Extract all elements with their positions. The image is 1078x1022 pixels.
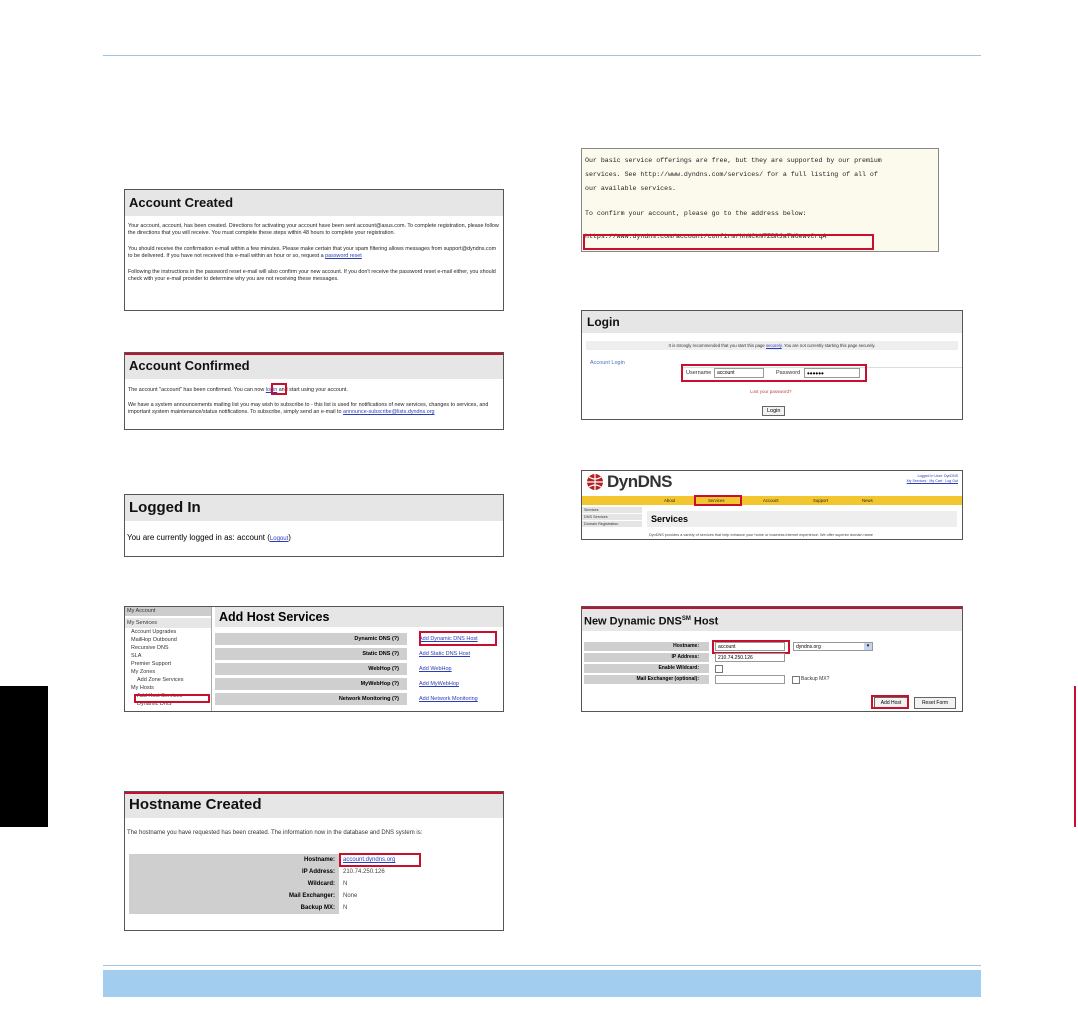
right-edge-mark [1074, 686, 1076, 827]
hostname-value-link[interactable]: account.dyndns.org [343, 857, 396, 863]
new-host-top-line [582, 607, 962, 609]
reset-form-button[interactable]: Reset Form [914, 697, 956, 709]
table-row [129, 902, 399, 914]
add-host-title: Add Host Services [215, 607, 504, 627]
login-button[interactable]: Login [762, 406, 785, 416]
add-static-dns-link[interactable]: Add Static DNS Host [419, 651, 471, 657]
wildcard-checkbox[interactable] [715, 665, 723, 673]
hostname-created-top-line [125, 792, 503, 794]
account-confirmed-line1-tail: and start using your account. [278, 387, 348, 393]
row-label: WebHop (?) [215, 663, 407, 675]
dyndns-user-links [907, 474, 958, 484]
add-host-button[interactable]: Add Host [874, 697, 908, 709]
new-host-title [582, 607, 962, 631]
services-heading: Services [647, 511, 957, 527]
add-network-monitoring-link[interactable]: Add Network Monitoring [419, 696, 478, 702]
hostname-label: Hostname: [584, 642, 709, 651]
hostname-input-highlight [712, 640, 790, 654]
account-created-para2 [125, 246, 503, 260]
services-body: DynDNS provides a variety of services that help enhance your home or business internet experience. We offer superior domain name [649, 533, 873, 537]
account-created-para3: Following the instructions in the password reset e-mail will also confirm your new account. If you don't receive the password reset e-mail either, you should check with your e-mail provider to determine why you are not receiving these messages. [128, 269, 496, 282]
hostname-created-title: Hostname Created [125, 792, 503, 818]
sidebar-item[interactable]: Add Zone Services [137, 677, 184, 683]
table-row [129, 878, 399, 890]
dyndns-sidebar [582, 507, 642, 527]
email-line2: services. See http://www.dyndns.com/services/ for a full listing of all of [585, 171, 878, 178]
account-created-para1: Your account, account, has been created. Directions for activating your account have been sent account@asus.com. To complete registration, please follow the directions that you will receive. You must complete these steps within 48 hours to complete your registration. [128, 223, 499, 236]
nav-news[interactable]: News [862, 498, 873, 503]
add-host-services-screenshot [124, 606, 504, 712]
username-label: Username [686, 370, 712, 376]
sidebar-item[interactable]: Account Upgrades [131, 629, 177, 635]
ip-value: 210.74.250.126 [343, 869, 385, 875]
hostname-created-intro: The hostname you have requested has been created. The information now in the database and DNS system is: [127, 830, 423, 836]
add-dynamic-dns-highlight [419, 631, 497, 646]
account-created-screenshot [124, 189, 504, 311]
row-label: Dynamic DNS (?) [215, 633, 407, 645]
sidebar-item[interactable]: My Hosts [131, 685, 154, 691]
table-row [215, 648, 501, 660]
table-row [215, 678, 501, 690]
new-host-title-tail: Host [690, 615, 719, 628]
hostname-key: Hostname: [129, 854, 339, 866]
mail-exchanger-label: Mail Exchanger (optional): [584, 675, 709, 684]
table-row [215, 663, 501, 675]
backup-mx-checkbox[interactable] [792, 676, 800, 684]
footer-rule [103, 965, 981, 966]
chapter-thumb-tab [0, 686, 48, 827]
backup-mx-value: N [343, 905, 348, 911]
account-confirmed-line2 [125, 402, 503, 416]
account-created-title: Account Created [125, 190, 503, 216]
sidebar-item-add-host-services[interactable]: Add Host Services [137, 693, 183, 699]
password-reset-link[interactable]: password reset [325, 253, 362, 259]
mx-key: Mail Exchanger: [129, 890, 339, 902]
backup-mx-label: Backup MX? [801, 676, 830, 682]
logged-in-text [125, 521, 503, 542]
row-label: Static DNS (?) [215, 648, 407, 660]
dyndns-services-screenshot [581, 470, 963, 540]
email-line1: Our basic service offerings are free, but they are supported by our premium [585, 157, 882, 164]
header-rule [103, 55, 981, 56]
announce-subscribe-link[interactable]: announce-subscribe@lists.dyndns.org [343, 409, 435, 415]
nav-about[interactable]: About [664, 498, 676, 503]
sidebar-item[interactable]: Dynamic DNS [137, 701, 172, 707]
footer-bar [103, 970, 981, 997]
account-confirmed-title: Account Confirmed [125, 353, 503, 379]
account-confirmed-line1 [125, 387, 503, 394]
add-mywebhop-link[interactable]: Add MyWebHop [419, 681, 459, 687]
backup-mx-key: Backup MX: [129, 902, 339, 914]
chevron-down-icon: ▾ [864, 643, 872, 650]
sidebar-item[interactable]: My Services [125, 618, 211, 628]
login-notice-text: It is strongly recommended that you start this page [668, 343, 765, 348]
mx-value: None [343, 893, 358, 899]
password-label: Password [776, 370, 801, 376]
sidebar-item[interactable]: Premier Support [131, 661, 172, 667]
hostname-created-screenshot [124, 791, 504, 931]
row-label: MyWebHop (?) [215, 678, 407, 690]
email-line3: our available services. [585, 185, 677, 192]
row-label: Network Monitoring (?) [215, 693, 407, 705]
new-host-title-text: New Dynamic DNS [584, 615, 682, 628]
logged-in-screenshot [124, 494, 504, 557]
login-title: Login [582, 311, 962, 333]
account-confirmed-top-line [125, 353, 503, 355]
new-dynamic-dns-host-screenshot [581, 606, 963, 712]
domain-select[interactable] [793, 642, 873, 651]
account-login-section: Account Login [590, 360, 625, 366]
service-mark: SM [681, 616, 691, 622]
hostname-highlight [339, 853, 421, 867]
nav-services[interactable]: Services [708, 498, 725, 503]
logout-link[interactable]: Logout [269, 536, 289, 542]
dyndns-logo: DynDNS [607, 472, 673, 491]
dyndns-globe-icon [586, 473, 604, 491]
nav-services-highlight [694, 495, 742, 506]
sidebar-item[interactable]: My Zones [131, 669, 156, 675]
account-confirmed-line1-text: The account "account" has been confirmed. You can now [128, 387, 265, 393]
logged-in-message: You are currently logged in as: account ( [127, 533, 270, 542]
wildcard-key: Wildcard: [129, 878, 339, 890]
account-created-para2-text: You should receive the confirmation e-mail within a few minutes. Please make certain that your spam filtering allows messages from support@dyndns.com to be delivered. If you have not received this e-mail within an hour or so, request a [128, 246, 497, 259]
logged-in-title: Logged In [125, 495, 503, 521]
confirmation-email-screenshot [581, 148, 939, 252]
ip-address-label: IP Address: [584, 653, 709, 662]
login-notice [586, 341, 958, 350]
table-row [129, 866, 399, 878]
add-host-services-highlight [134, 694, 210, 703]
user-menu-links[interactable]: My Services · My Cart · Log Out [906, 479, 958, 483]
account-confirmed-line2-text: We have a system announcements mailing list you may wish to subscribe to - this list is used for notifications of new services, changes to services, and important system maintenance/status notifications. To subscribe, simply send an e-mail to [128, 402, 489, 415]
side-item-dns-services[interactable]: DNS Services [582, 514, 642, 520]
lost-password-link[interactable]: Lost your password? [750, 389, 792, 394]
add-host-button-highlight [871, 695, 909, 709]
add-dynamic-dns-link[interactable]: Add Dynamic DNS Host [419, 636, 478, 642]
login-link[interactable]: login [265, 387, 278, 393]
confirm-url-highlight [583, 234, 874, 250]
logged-in-close: ) [288, 533, 291, 542]
side-item-services[interactable]: Services [582, 507, 642, 513]
sidebar-item[interactable]: My Account [125, 607, 211, 616]
credentials-highlight [681, 364, 867, 382]
domain-select-value: dyndns.org [796, 644, 821, 650]
mail-exchanger-input[interactable] [715, 675, 785, 684]
email-body [582, 149, 938, 244]
side-item-domain-registration[interactable]: Domain Registration [582, 521, 642, 527]
ip-address-input[interactable] [715, 653, 785, 662]
table-row [129, 890, 399, 902]
sidebar-item[interactable]: MailHop Outbound [131, 637, 177, 643]
sidebar-item[interactable]: Recursive DNS [131, 645, 169, 651]
ip-key: IP Address: [129, 866, 339, 878]
confirm-url-link[interactable]: https://www.dyndns.com/account/confirm/hhNCkNTZBRJaTW6ewvCrqA [585, 233, 827, 240]
securely-link[interactable]: securely [765, 343, 782, 348]
table-row [215, 693, 501, 705]
wildcard-value: N [343, 881, 348, 887]
password-input[interactable]: •••••• [804, 368, 860, 378]
account-confirmed-screenshot [124, 352, 504, 430]
logged-in-user-label: Logged In User: DynDNS [917, 474, 958, 478]
nav-support[interactable]: Support [813, 498, 829, 503]
add-webhop-link[interactable]: Add WebHop [419, 666, 452, 672]
wildcard-label: Enable Wildcard: [584, 664, 709, 673]
sidebar-item[interactable]: SLA [131, 653, 142, 659]
login-notice-tail: . You are not currently starting this page securely. [781, 343, 876, 348]
login-link-highlight [271, 383, 287, 395]
login-screenshot [581, 310, 963, 420]
email-line4: To confirm your account, please go to the address below: [585, 210, 807, 217]
nav-account[interactable]: Account [763, 498, 779, 503]
